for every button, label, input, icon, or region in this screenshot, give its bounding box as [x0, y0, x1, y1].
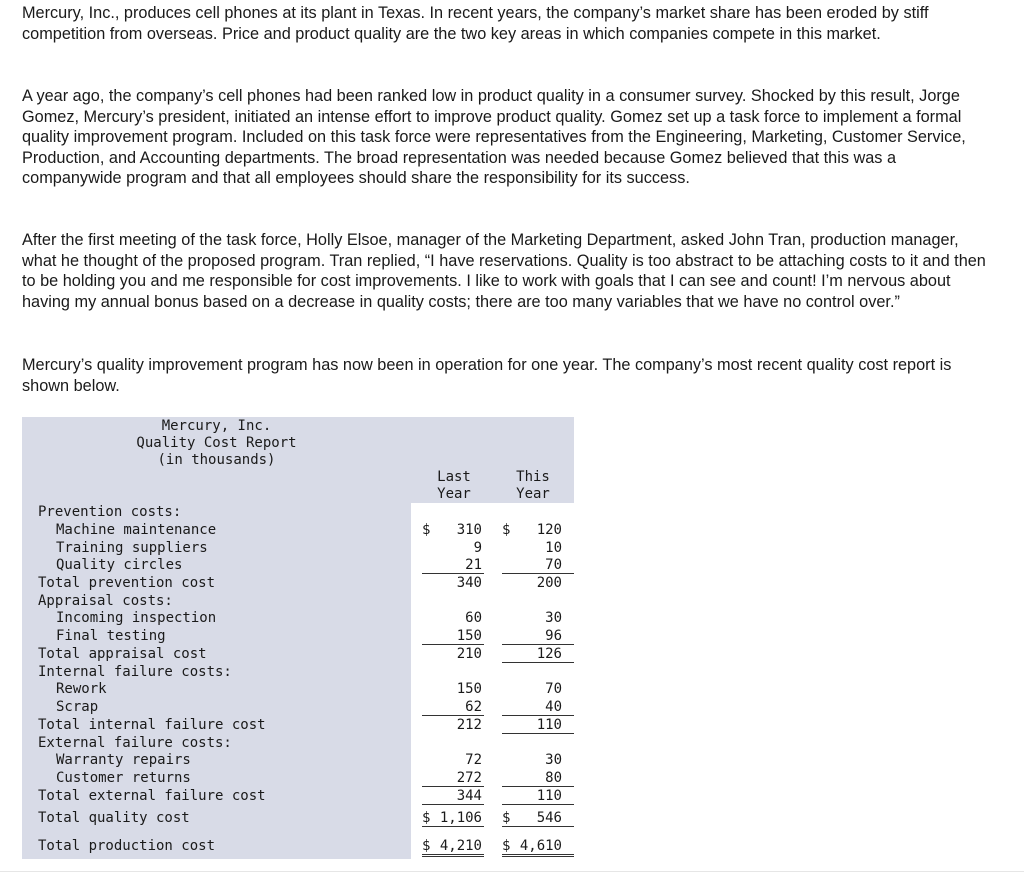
this-year-value: 10	[545, 540, 562, 556]
row-label: Total prevention cost	[38, 575, 216, 591]
total-row	[22, 574, 574, 592]
grand-total-row	[22, 837, 574, 855]
prevention-header-row	[22, 503, 574, 521]
this-year-value: 30	[545, 610, 562, 626]
table-row	[22, 680, 574, 698]
section-header: External failure costs:	[38, 735, 232, 751]
table-row	[22, 556, 574, 574]
row-label: Scrap	[56, 699, 99, 715]
table-row	[22, 627, 574, 645]
table-row	[22, 521, 574, 539]
row-label: Quality circles	[56, 557, 183, 573]
row-label: Training suppliers	[56, 540, 208, 556]
row-label: Warranty repairs	[56, 752, 191, 768]
this-year-value: 546	[536, 810, 562, 826]
internal-header-row	[22, 663, 574, 681]
this-year-value: 200	[536, 575, 562, 591]
background-paragraph: A year ago, the company’s cell phones had been ranked low in product quality in a consumer survey. Shocked by this result, Jorge Gomez, Mercury’s president, initiated an intense effort to improve product quality. Gomez set up a task force to implement a formal quality improvement program. Included on this task force were representatives from the Engineering, Marketing, Customer Service, Production, and Accounting departments. The broad representation was needed because Gomez believed that this was a companywide program and that all employees should share the responsibility for its success.	[22, 87, 966, 188]
appraisal-header-row	[22, 592, 574, 610]
last-year-value: 272	[456, 770, 482, 786]
this-year-value: 80	[545, 770, 562, 786]
last-year-value: 9	[473, 540, 482, 556]
row-label: Final testing	[56, 628, 166, 644]
row-label: Rework	[56, 681, 107, 697]
currency-symbol: $	[502, 838, 511, 854]
external-header-row	[22, 734, 574, 752]
quality-cost-report	[22, 417, 574, 859]
last-year-value: 1,106	[439, 810, 482, 826]
row-label: Total internal failure cost	[38, 717, 266, 733]
last-year-value: 4,210	[439, 838, 482, 854]
last-year-value: 72	[465, 752, 482, 768]
last-year-value: 60	[465, 610, 482, 626]
currency-symbol: $	[422, 810, 431, 826]
total-row	[22, 787, 574, 805]
grand-total-row	[22, 809, 574, 827]
last-year-value: 210	[456, 646, 482, 662]
section-header: Prevention costs:	[38, 504, 182, 520]
this-year-value: 110	[536, 717, 562, 733]
row-label: Machine maintenance	[56, 522, 217, 538]
last-year-value: 340	[456, 575, 482, 591]
this-year-value: 120	[536, 522, 562, 538]
column-header-last-year: Last Year	[437, 469, 471, 502]
table-row	[22, 698, 574, 716]
table-row	[22, 769, 574, 787]
last-year-value: 150	[456, 628, 482, 644]
this-year-value: 30	[545, 752, 562, 768]
page-divider	[0, 871, 1024, 872]
total-row	[22, 716, 574, 734]
task-force-paragraph: After the first meeting of the task force, Holly Elsoe, manager of the Marketing Department, asked John Tran, production manager, what he thought of the proposed program. Tran replied, “I have reservations. Quality is too abstract to be attaching costs to it and then to be holding you and me responsible for cost improvements. I like to work with goals that I can see and count! I’m nervous about having my annual bonus based on a decrease in quality costs; there are too many variables that we have no control over.”	[22, 231, 986, 311]
row-label: Total appraisal cost	[38, 646, 207, 662]
intro-paragraph: Mercury, Inc., produces cell phones at its plant in Texas. In recent years, the company’s market share has been eroded by stiff competition from overseas. Price and product quality are the two key areas in which companies compete in this market.	[22, 4, 929, 43]
report-company: Mercury, Inc.	[161, 418, 272, 434]
last-year-value: 344	[456, 788, 482, 804]
table-row	[22, 751, 574, 769]
row-label: Customer returns	[56, 770, 191, 786]
this-year-value: 126	[536, 646, 562, 662]
last-year-value: 310	[456, 522, 482, 538]
last-year-value: 212	[456, 717, 482, 733]
row-label: Incoming inspection	[56, 610, 217, 626]
last-year-value: 150	[456, 681, 482, 697]
section-header: Appraisal costs:	[38, 593, 173, 609]
row-label: Total external failure cost	[38, 788, 266, 804]
currency-symbol: $	[422, 522, 431, 538]
last-year-value: 62	[465, 699, 482, 715]
this-year-value: 96	[545, 628, 562, 644]
this-year-value: 4,610	[519, 838, 562, 854]
report-intro-paragraph: Mercury’s quality improvement program has now been in operation for one year. The company’s most recent quality cost report is shown below.	[22, 356, 952, 395]
report-subtitle: (in thousands)	[157, 452, 276, 468]
this-year-value: 70	[545, 557, 562, 573]
column-header-this-year: This Year	[516, 469, 550, 502]
this-year-value: 40	[545, 699, 562, 715]
table-row	[22, 539, 574, 557]
currency-symbol: $	[422, 838, 431, 854]
table-row	[22, 609, 574, 627]
row-label: Total production cost	[38, 838, 216, 854]
row-label: Total quality cost	[38, 810, 190, 826]
this-year-value: 70	[545, 681, 562, 697]
this-year-value: 110	[536, 788, 562, 804]
report-title: Quality Cost Report	[136, 435, 297, 451]
section-header: Internal failure costs:	[38, 664, 232, 680]
currency-symbol: $	[502, 810, 511, 826]
total-row	[22, 645, 574, 663]
last-year-value: 21	[465, 557, 482, 573]
currency-symbol: $	[502, 522, 511, 538]
